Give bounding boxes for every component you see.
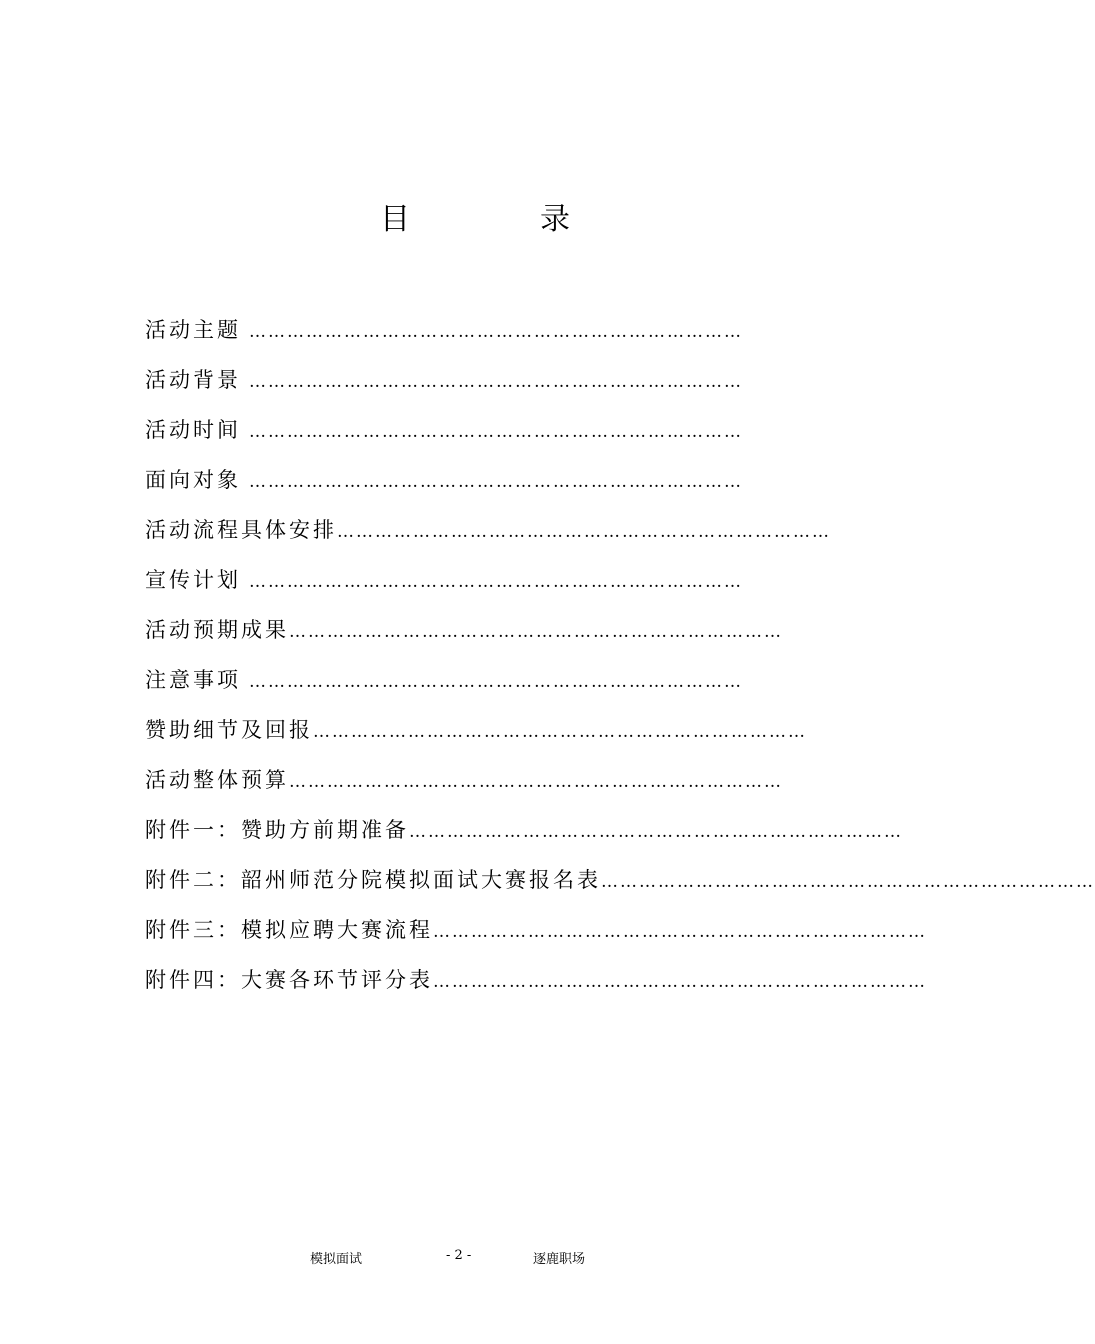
toc-dot-leader: …………………………………………………………………… — [249, 322, 743, 342]
toc-entry-theme[interactable] — [145, 310, 743, 360]
page-number: - 2 - — [446, 1248, 472, 1263]
toc-entry-label: 附件一：赞助方前期准备 — [145, 818, 409, 842]
toc-entry-appendix-3[interactable] — [145, 910, 927, 960]
toc-entry-expected-results[interactable] — [145, 610, 783, 660]
toc-entry-label: 附件二：韶州师范分院模拟面试大赛报名表 — [145, 868, 601, 892]
toc-dot-leader: …………………………………………………………………… — [249, 472, 743, 492]
toc-entry-process[interactable] — [145, 510, 831, 560]
toc-entry-label: 活动整体预算 — [145, 768, 289, 792]
toc-dot-leader: …………………………………………………………………… — [249, 372, 743, 392]
toc-dot-leader: …………………………………………………………………… — [249, 572, 743, 592]
toc-entry-sponsorship[interactable] — [145, 710, 807, 760]
toc-entry-label: 活动背景 — [145, 368, 241, 392]
toc-entry-label: 注意事项 — [145, 668, 241, 692]
toc-dot-leader: …………………………………………………………………… — [289, 772, 783, 792]
toc-entry-appendix-2[interactable] — [145, 860, 1095, 910]
toc-entry-label: 活动时间 — [145, 418, 241, 442]
toc-entry-publicity[interactable] — [145, 560, 743, 610]
toc-entry-label: 活动预期成果 — [145, 618, 289, 642]
toc-dot-leader: …………………………………………………………………… — [249, 672, 743, 692]
toc-entry-label: 面向对象 — [145, 468, 241, 492]
toc-entry-label: 附件三：模拟应聘大赛流程 — [145, 918, 433, 942]
toc-entry-time[interactable] — [145, 410, 743, 460]
toc-entry-label: 附件四：大赛各环节评分表 — [145, 968, 433, 992]
toc-entry-appendix-1[interactable] — [145, 810, 903, 860]
toc-entry-appendix-4[interactable] — [145, 960, 927, 1010]
footer-left-text: 模拟面试 — [310, 1252, 363, 1267]
toc-dot-leader: …………………………………………………………………… — [433, 972, 927, 992]
toc-entry-label: 赞助细节及回报 — [145, 718, 313, 742]
toc-entry-label: 宣传计划 — [145, 568, 241, 592]
toc-dot-leader: …………………………………………………………………… — [433, 922, 927, 942]
page-footer — [0, 1248, 950, 1268]
toc-entry-notes[interactable] — [145, 660, 743, 710]
toc-dot-leader: …………………………………………………………………… — [337, 522, 831, 542]
toc-entry-label: 活动主题 — [145, 318, 241, 342]
page-title: 目 录 — [380, 202, 620, 237]
toc-entry-audience[interactable] — [145, 460, 743, 510]
toc-dot-leader: …………………………………………………………………… — [313, 722, 807, 742]
footer-right-text: 逐鹿职场 — [533, 1252, 586, 1267]
toc-dot-leader: …………………………………………………………………… — [409, 822, 903, 842]
toc-dot-leader: …………………………………………………………………… — [601, 872, 1095, 892]
toc-dot-leader: …………………………………………………………………… — [249, 422, 743, 442]
toc-entry-background[interactable] — [145, 360, 743, 410]
toc-entry-budget[interactable] — [145, 760, 783, 810]
toc-dot-leader: …………………………………………………………………… — [289, 622, 783, 642]
table-of-contents — [145, 310, 1095, 1010]
toc-entry-label: 活动流程具体安排 — [145, 518, 337, 542]
